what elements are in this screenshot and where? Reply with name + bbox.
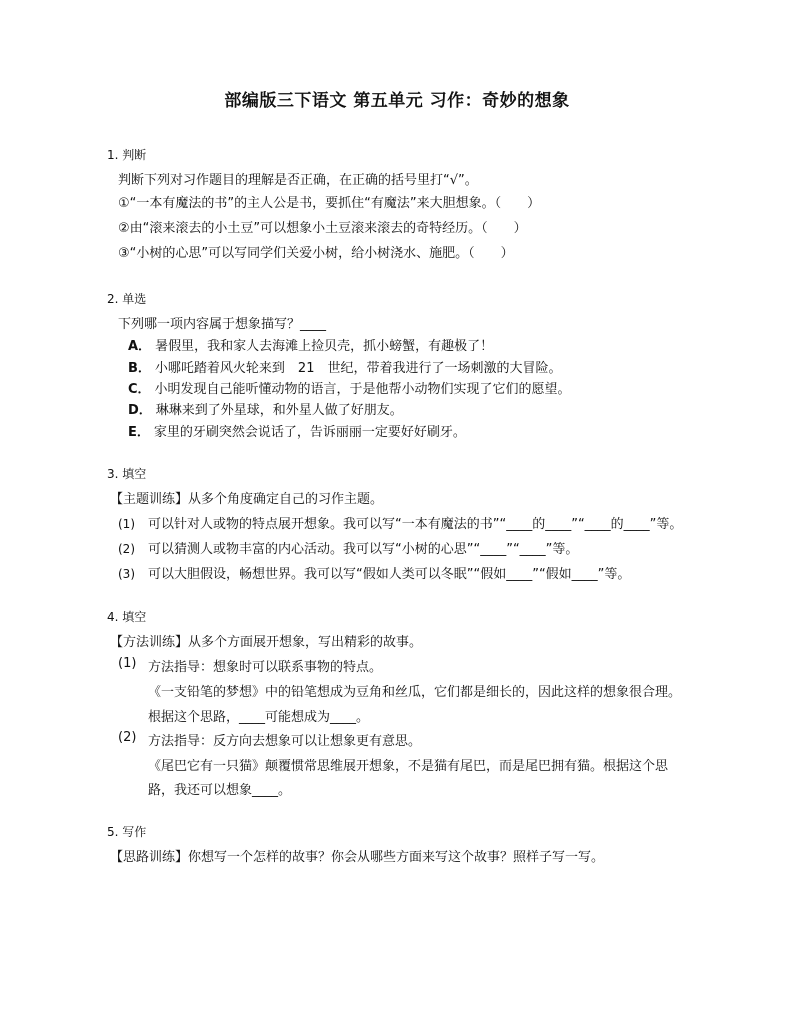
option-letter: D． bbox=[128, 403, 152, 418]
q4-item-1-line-3: 根据这个思路，____可能想成为____。 bbox=[148, 710, 370, 725]
q4-intro: 【方法训练】从多个方面展开想象，写出精彩的故事。 bbox=[110, 635, 423, 650]
option-letter: B． bbox=[128, 361, 151, 376]
q1-header: 1. 判断 bbox=[107, 148, 147, 162]
option-text: 琳琳来到了外星球，和外星人做了好朋友。 bbox=[155, 403, 403, 418]
q4-header: 4. 填空 bbox=[107, 610, 147, 624]
item-text: 可以猜测人或物丰富的内心活动。我可以写“小树的心思”“____”“____”等。 bbox=[148, 542, 579, 557]
q4-item-2-line-2: 《尾巴它有一只猫》颠覆惯常思维展开想象，不是猫有尾巴，而是尾巴拥有猫。根据这个思 bbox=[148, 759, 669, 774]
q2-question: 下列哪一项内容属于想象描写？____ bbox=[118, 317, 327, 332]
option-letter: A． bbox=[128, 339, 152, 354]
q2-option-c bbox=[128, 378, 571, 397]
q1-item-1: ①“一本有魔法的书”的主人公是书，要抓住“有魔法”来大胆想象。（ ） bbox=[118, 196, 541, 211]
option-text: 暑假里，我和家人去海滩上捡贝壳，抓小螃蟹，有趣极了！ bbox=[155, 339, 494, 354]
q2-header: 2. 单选 bbox=[107, 292, 147, 306]
q2-option-e bbox=[128, 421, 466, 440]
item-text: 可以大胆假设，畅想世界。我可以写“假如人类可以冬眠”“假如____”“假如____”等。 bbox=[148, 567, 631, 582]
q3-header: 3. 填空 bbox=[107, 467, 147, 481]
q3-item-3 bbox=[118, 563, 630, 582]
q3-item-2 bbox=[118, 538, 578, 557]
q4-item-1-line-2: 《一支铅笔的梦想》中的铅笔想成为豆角和丝瓜，它们都是细长的，因此这样的想象很合理。 bbox=[148, 685, 682, 700]
q4-item-1-line-1: 方法指导：想象时可以联系事物的特点。 bbox=[148, 660, 383, 675]
option-letter: E． bbox=[128, 425, 150, 440]
q1-item-3: ③“小树的心思”可以写同学们关爱小树，给小树浇水、施肥。（ ） bbox=[118, 246, 514, 261]
q1-item-2: ②由“滚来滚去的小土豆”可以想象小土豆滚来滚去的奇特经历。（ ） bbox=[118, 221, 527, 236]
option-text: 家里的牙刷突然会说话了，告诉丽丽一定要好好刷牙。 bbox=[153, 425, 466, 440]
option-letter: C． bbox=[128, 382, 151, 397]
q2-option-a bbox=[128, 335, 493, 354]
item-number: (1) bbox=[118, 517, 135, 531]
q3-item-1 bbox=[118, 513, 682, 532]
item-text: 可以针对人或物的特点展开想象。我可以写“一本有魔法的书”“____的____”“____的____”等。 bbox=[148, 517, 683, 532]
q1-intro: 判断下列对习作题目的理解是否正确，在正确的括号里打“√”。 bbox=[118, 173, 478, 188]
q3-intro: 【主题训练】从多个角度确定自己的习作主题。 bbox=[110, 492, 384, 507]
q4-item-1-number: (1) bbox=[118, 656, 137, 671]
q5-intro: 【思路训练】你想写一个怎样的故事？你会从哪些方面来写这个故事？照样子写一写。 bbox=[110, 850, 605, 865]
item-number: (3) bbox=[118, 567, 135, 581]
item-number: (2) bbox=[118, 542, 135, 556]
q4-item-2-number: (2) bbox=[118, 730, 137, 745]
q5-header: 5. 写作 bbox=[107, 825, 147, 839]
q4-item-2-line-3: 路，我还可以想象____。 bbox=[148, 783, 292, 798]
q4-item-2-line-1: 方法指导：反方向去想象可以让想象更有意思。 bbox=[148, 734, 422, 749]
option-text: 小明发现自己能听懂动物的语言，于是他帮小动物们实现了它们的愿望。 bbox=[154, 382, 571, 397]
option-text: 小哪吒踏着风火轮来到 21 世纪，带着我进行了一场刺激的大冒险。 bbox=[154, 361, 562, 376]
q2-option-d bbox=[128, 399, 403, 418]
q2-option-b bbox=[128, 357, 561, 376]
page-title: 部编版三下语文 第五单元 习作：奇妙的想象 bbox=[224, 91, 570, 111]
